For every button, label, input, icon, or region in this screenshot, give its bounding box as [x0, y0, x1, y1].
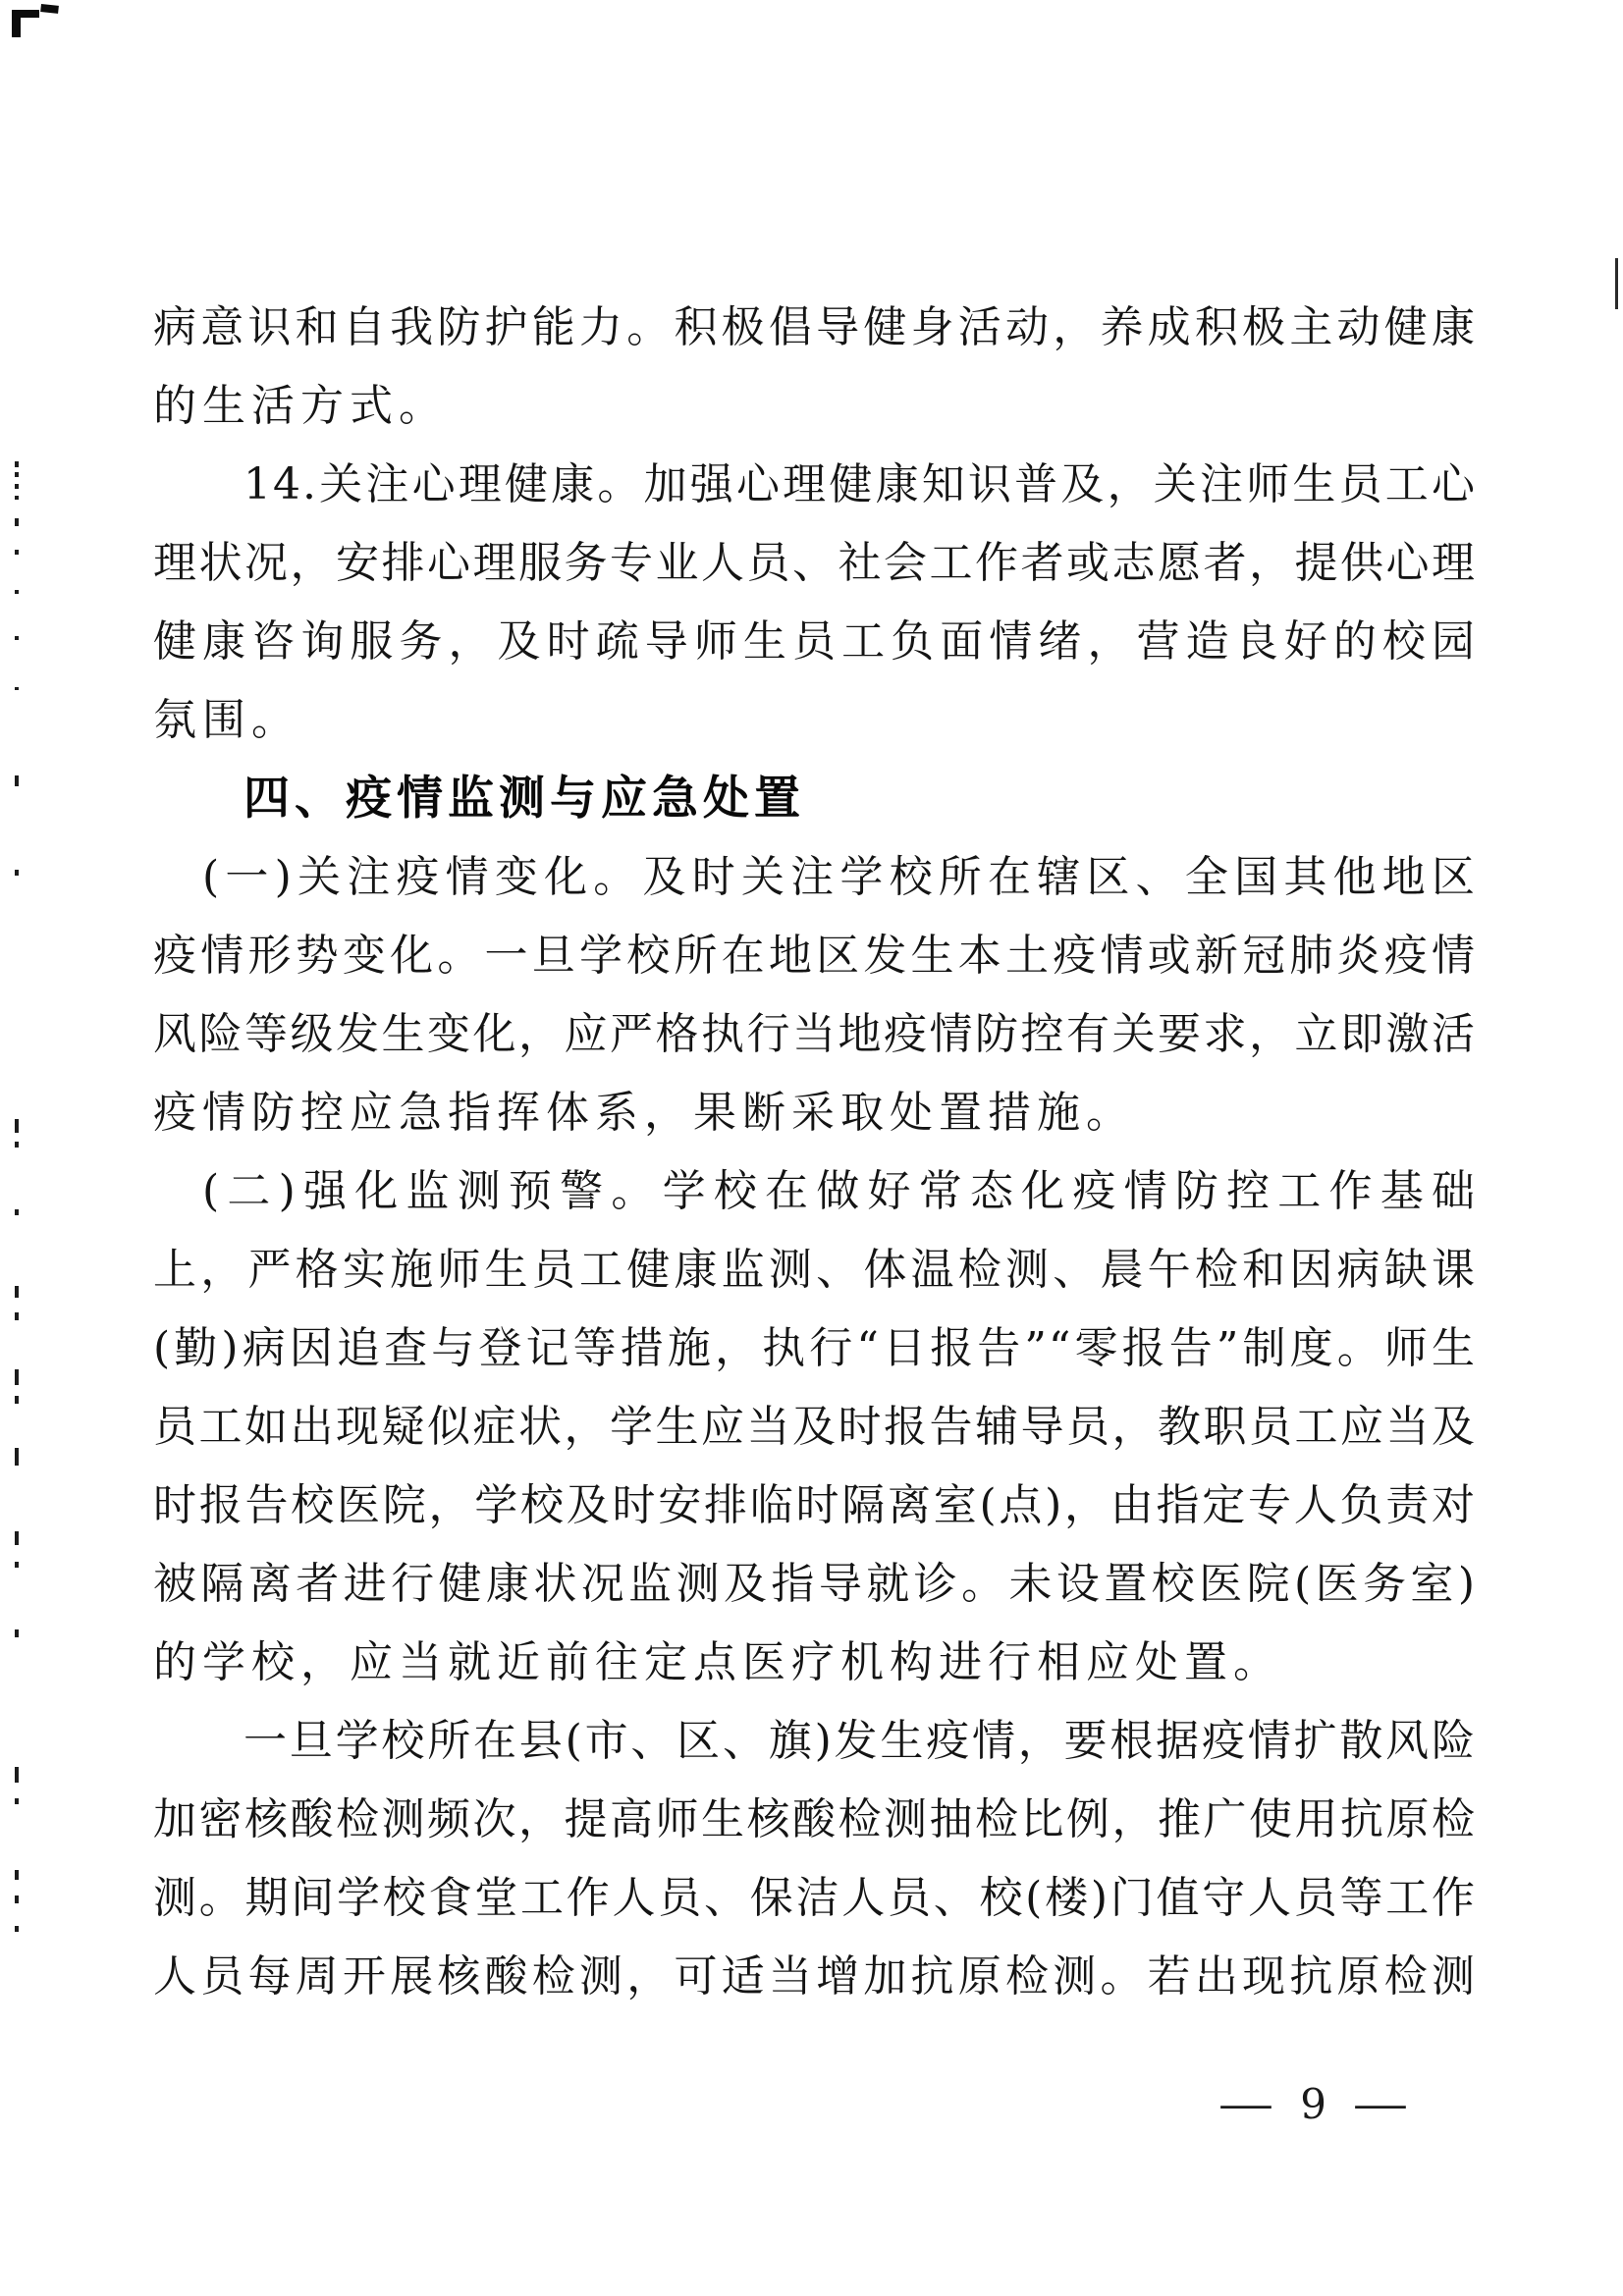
scan-noise-mark	[15, 1209, 19, 1215]
text-line: 上，严格实施师生员工健康监测、体温检测、晨午检和因病缺课	[153, 1245, 1477, 1295]
scan-noise-mark	[15, 550, 19, 555]
section-heading: 四、疫情监测与应急处置	[243, 772, 805, 826]
scan-noise-mark	[15, 1896, 19, 1903]
scan-noise-mark	[15, 1119, 19, 1133]
document-body	[153, 289, 1477, 2016]
scan-corner-mark	[8, 3, 71, 44]
text-line: 氛围。	[153, 695, 300, 745]
page-footer	[1217, 2079, 1409, 2128]
text-line: 被隔离者进行健康状况监测及指导就诊。未设置校医院(医务室)	[153, 1559, 1477, 1609]
text-line: 理状况，安排心理服务专业人员、社会工作者或志愿者，提供心理	[153, 538, 1477, 588]
scan-noise-mark	[15, 1531, 19, 1545]
scan-noise-mark	[15, 775, 19, 786]
scan-noise-mark	[15, 472, 19, 477]
text-line: 病意识和自我防护能力。积极倡导健身活动，养成积极主动健康	[153, 302, 1477, 352]
scan-noise-mark	[15, 1142, 19, 1148]
text-line: 疫情防控应急指挥体系，果断采取处置措施。	[153, 1088, 1135, 1138]
scan-noise-mark	[15, 461, 19, 467]
scan-noise-mark	[15, 1312, 19, 1320]
text-line: 14.关注心理健康。加强心理健康知识普及，关注师生员工心	[243, 459, 1477, 509]
scan-noise-mark	[15, 1798, 19, 1804]
page-number: 9	[1300, 2079, 1326, 2128]
text-line: 健康咨询服务，及时疏导师生员工负面情绪，营造良好的校园	[153, 616, 1477, 667]
scan-noise-mark	[15, 484, 19, 489]
text-line: 测。期间学校食堂工作人员、保洁人员、校(楼)门值守人员等工作	[153, 1873, 1477, 1923]
text-line: (一)关注疫情变化。及时关注学校所在辖区、全国其他地区	[202, 852, 1477, 902]
scan-noise-mark	[15, 1369, 19, 1385]
scan-noise-mark	[15, 1448, 19, 1466]
scan-noise-mark	[15, 1286, 19, 1298]
scan-noise-mark	[15, 1629, 19, 1637]
scan-noise-mark	[15, 687, 19, 690]
text-line: 时报告校医院，学校及时安排临时隔离室(点)，由指定专人负责对	[153, 1480, 1477, 1530]
footer-dash-right: —	[1352, 2079, 1409, 2128]
scan-noise-mark	[15, 636, 19, 640]
text-line: 加密核酸检测频次，提高师生核酸检测抽检比例，推广使用抗原检	[153, 1794, 1477, 1844]
text-line: (勤)病因追查与登记等措施，执行“日报告”“零报告”制度。师生	[153, 1323, 1477, 1373]
scan-noise-mark	[15, 496, 19, 500]
scan-noise-mark	[15, 1870, 19, 1880]
scan-noise-mark	[15, 1926, 19, 1932]
scan-noise-mark	[15, 590, 19, 594]
scan-noise-mark	[15, 870, 19, 876]
text-line: 的生活方式。	[153, 381, 448, 431]
scan-noise-mark	[15, 1396, 19, 1404]
text-line: 疫情形势变化。一旦学校所在地区发生本土疫情或新冠肺炎疫情	[153, 931, 1477, 981]
text-line: 风险等级发生变化，应严格执行当地疫情防控有关要求，立即激活	[153, 1009, 1477, 1059]
text-line: 员工如出现疑似症状，学生应当及时报告辅导员，教职员工应当及	[153, 1402, 1477, 1452]
scan-edge-line	[1615, 258, 1618, 309]
scan-noise-mark	[15, 518, 19, 526]
scan-noise-mark	[15, 1767, 19, 1783]
text-line: 的学校，应当就近前往定点医疗机构进行相应处置。	[153, 1637, 1282, 1687]
text-line: (二)强化监测预警。学校在做好常态化疫情防控工作基础	[202, 1166, 1477, 1216]
scan-noise-mark	[15, 1562, 19, 1568]
text-line: 人员每周开展核酸检测，可适当增加抗原检测。若出现抗原检测	[153, 1951, 1477, 2002]
text-line: 一旦学校所在县(市、区、旗)发生疫情，要根据疫情扩散风险	[243, 1716, 1477, 1766]
footer-dash-left: —	[1217, 2079, 1274, 2128]
